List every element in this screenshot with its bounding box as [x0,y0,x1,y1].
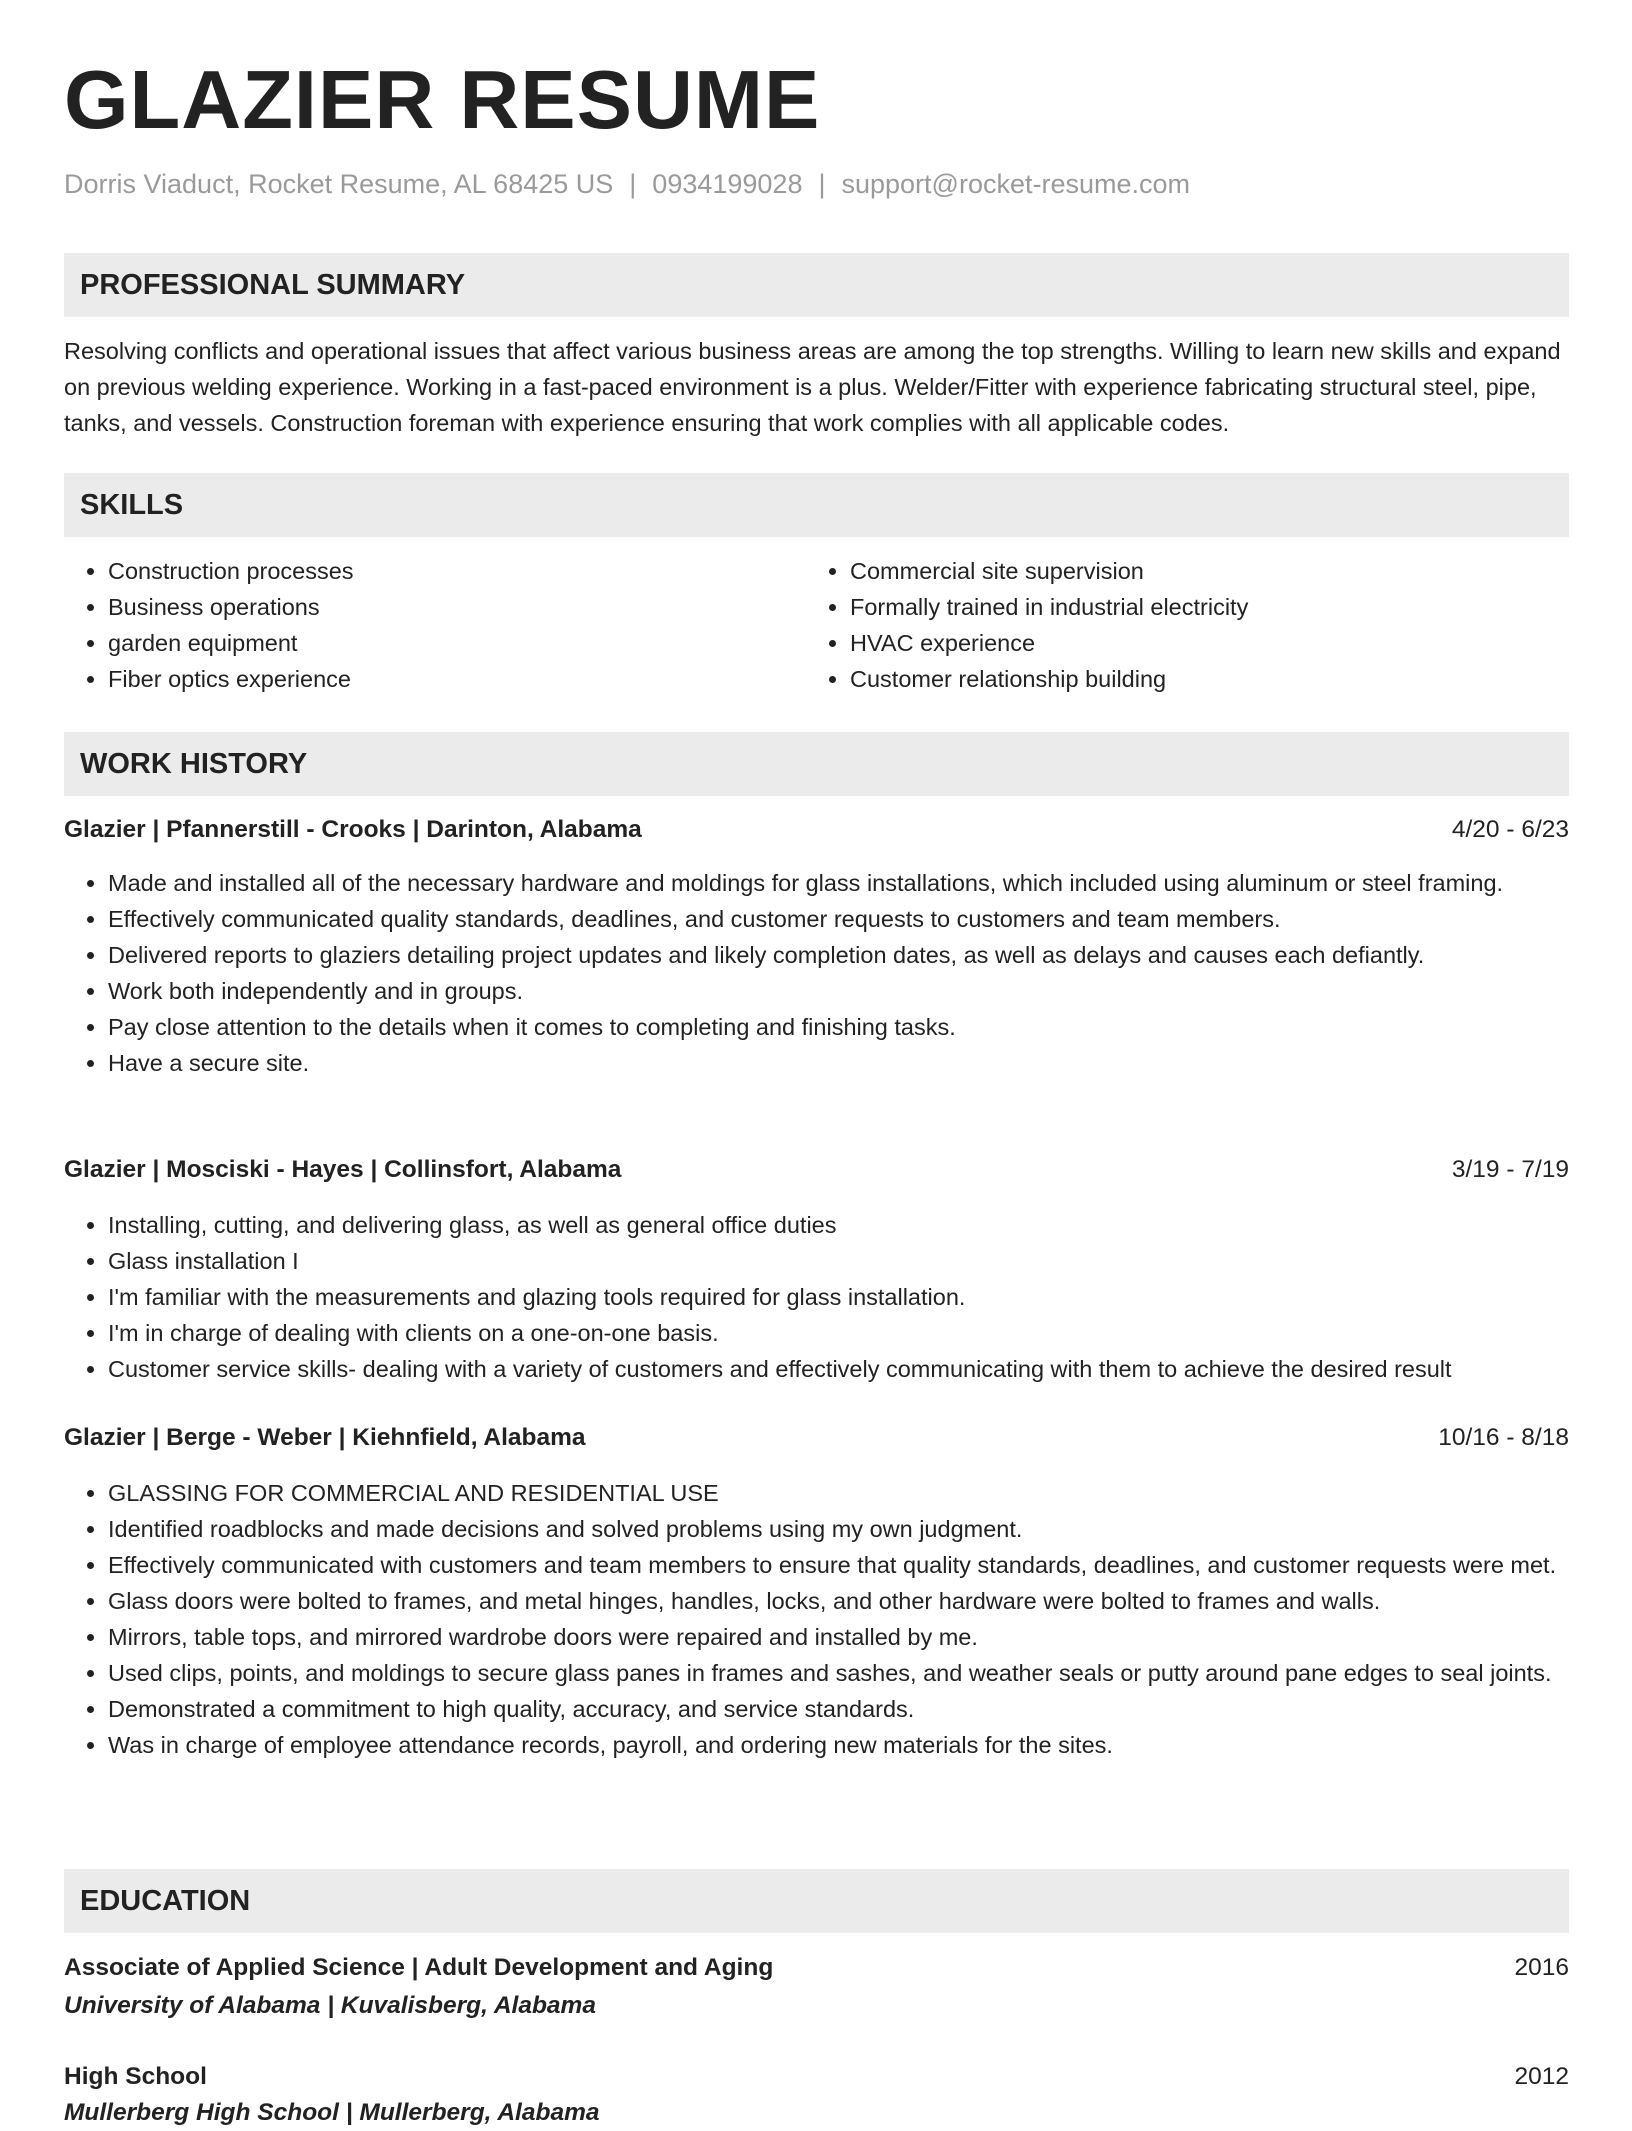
job-bullet: • Pay close attention to the details when it comes to completing and finishing tasks. [108,1009,1569,1045]
job-bullet: • Customer service skills- dealing with a variety of customers and effectively communicating with them to achieve the desired result [108,1351,1569,1387]
resume-title: GLAZIER RESUME [64,53,821,146]
summary-text: Resolving conflicts and operational issues that affect various business areas are among the top strengths. Willing to learn new skills and expand on previous welding experience. Working in a fast-paced environment is a plus. Welder/Fitter with experience fabricating structural steel, pipe, tanks, and vessels. Construction foreman with experience ensuring that work complies with all applicable codes. [64,338,1561,436]
job-header [64,1420,1569,1456]
job-bullet: • Glass doors were bolted to frames, and metal hinges, handles, locks, and other hardware were bolted to frames and walls. [108,1583,1569,1619]
education-degree: High School [64,2063,207,2090]
work-heading: WORK HISTORY [80,748,308,780]
summary-section-header [64,253,1569,317]
job-bullet: • Mirrors, table tops, and mirrored wardrobe doors were repaired and installed by me. [108,1619,1569,1655]
skill-item: • HVAC experience [850,625,1546,661]
job-bullet: • Was in charge of employee attendance records, payroll, and ordering new materials for the sites. [108,1727,1569,1763]
skills-column-right [806,553,1546,697]
education-section-header [64,1869,1569,1933]
job-title: Glazier | Berge - Weber | Kiehnfield, Alabama [64,1424,586,1451]
skills-section-header [64,473,1569,537]
job-bullet: • GLASSING FOR COMMERCIAL AND RESIDENTIAL USE [108,1475,1569,1511]
skill-item: • Construction processes [108,553,804,589]
job-bullet: • Made and installed all of the necessary hardware and moldings for glass installations, which included using aluminum or steel framing. [108,865,1569,901]
job-bullet: • Installing, cutting, and delivering glass, as well as general office duties [108,1207,1569,1243]
contact-separator: | [818,169,826,199]
job-bullet: • Used clips, points, and moldings to secure glass panes in frames and sashes, and weather seals or putty around pane edges to seal joints. [108,1655,1569,1691]
job-header [64,1152,1569,1188]
education-degree: Associate of Applied Science | Adult Development and Aging [64,1954,774,1981]
job-bullet: • Work both independently and in groups. [108,973,1569,1009]
contact-phone: 0934199028 [652,169,803,199]
skill-item: • Business operations [108,589,804,625]
education-header [64,1950,1569,1986]
job-bullet: • Have a secure site. [108,1045,1569,1081]
job-bullet: • Glass installation I [108,1243,1569,1279]
skill-item: • garden equipment [108,625,804,661]
skills-heading: SKILLS [80,489,184,521]
education-school: Mullerberg High School | Mullerberg, Alabama [64,2099,600,2126]
job-header [64,812,1569,848]
job-dates: 4/20 - 6/23 [1451,816,1569,843]
education-heading: EDUCATION [80,1885,251,1917]
job-bullets [64,865,1569,1081]
skill-item: • Fiber optics experience [108,661,804,697]
education-year: 2012 [1514,2063,1569,2090]
education-school: University of Alabama | Kuvalisberg, Alabama [64,1992,596,2019]
job-bullet: • Effectively communicated quality standards, deadlines, and customer requests to customers and team members. [108,901,1569,937]
skill-item: • Commercial site supervision [850,553,1546,589]
job-title: Glazier | Pfannerstill - Crooks | Darinton, Alabama [64,816,642,843]
job-bullet: • Demonstrated a commitment to high quality, accuracy, and service standards. [108,1691,1569,1727]
summary-heading: PROFESSIONAL SUMMARY [80,269,466,301]
contact-address: Dorris Viaduct, Rocket Resume, AL 68425 US [64,169,614,199]
education-year: 2016 [1514,1954,1569,1981]
skills-list-left [64,553,804,697]
contact-line [64,168,1190,200]
skill-item: • Customer relationship building [850,661,1546,697]
job-dates: 3/19 - 7/19 [1451,1156,1569,1183]
skills-list-right [806,553,1546,697]
job-bullet: • Effectively communicated with customers and team members to ensure that quality standards, deadlines, and customer requests were met. [108,1547,1569,1583]
education-header [64,2059,1569,2095]
job-dates: 10/16 - 8/18 [1438,1424,1569,1451]
job-bullet: • I'm in charge of dealing with clients on a one-on-one basis. [108,1315,1569,1351]
job-bullet: • I'm familiar with the measurements and glazing tools required for glass installation. [108,1279,1569,1315]
job-bullets [64,1475,1569,1763]
contact-email: support@rocket-resume.com [841,169,1191,199]
job-bullet: • Delivered reports to glaziers detailing project updates and likely completion dates, as well as delays and causes each defiantly. [108,937,1569,973]
job-bullets [64,1207,1569,1387]
skill-item: • Formally trained in industrial electricity [850,589,1546,625]
contact-separator: | [629,169,637,199]
job-bullet: • Identified roadblocks and made decisions and solved problems using my own judgment. [108,1511,1569,1547]
work-section-header [64,732,1569,796]
skills-column-left [64,553,804,697]
job-title: Glazier | Mosciski - Hayes | Collinsfort, Alabama [64,1156,622,1183]
